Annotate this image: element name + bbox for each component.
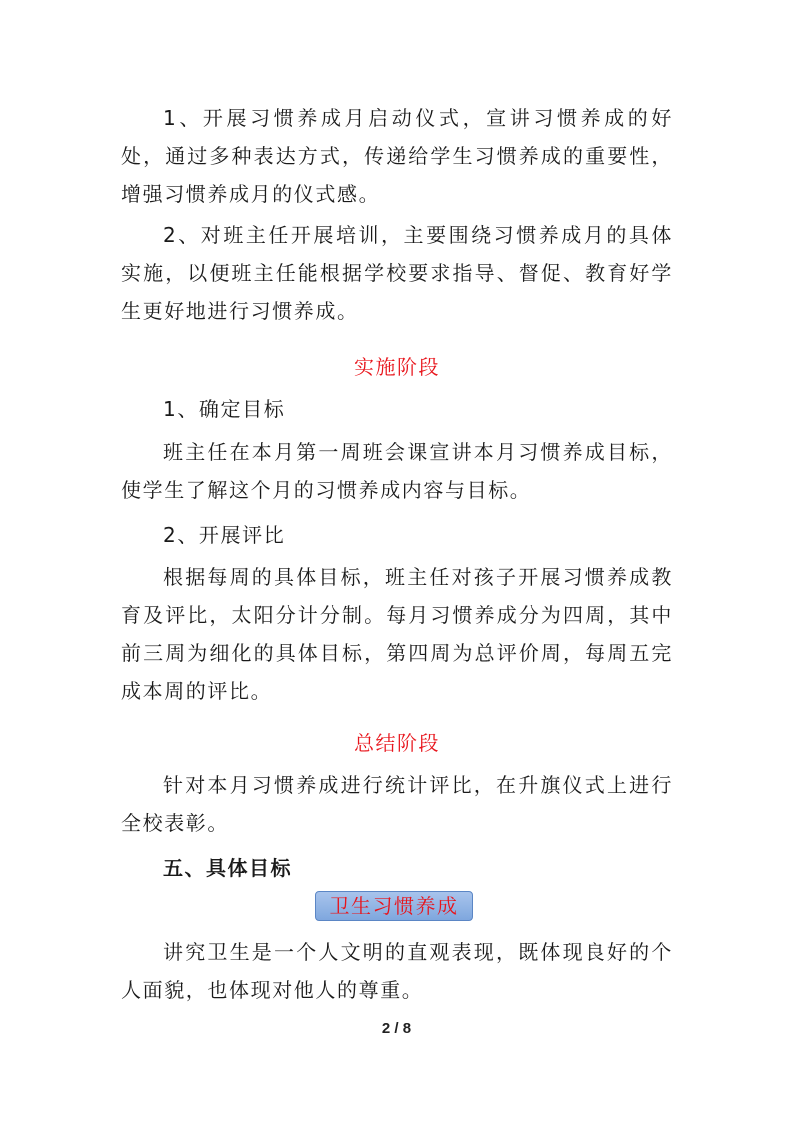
page-number: 2 / 8 (381, 1020, 412, 1037)
paragraph-goals-detail: 班主任在本月第一周班会课宣讲本月习惯养成目标，使学生了解这个月的习惯养成内容与目标。 (121, 440, 673, 502)
heading-implementation-stage: 实施阶段 (354, 355, 440, 379)
paragraph-launch-ceremony: 1、开展习惯养成月启动仪式，宣讲习惯养成的好处，通过多种表达方式，传递给学生习惯养成的重要性，增强习惯养成月的仪式感。 (121, 106, 673, 206)
badge-hygiene-habits: 卫生习惯养成 (315, 891, 473, 921)
paragraph-set-goals: 1、确定目标 (163, 397, 286, 421)
section-title-specific-goals: 五、具体目标 (163, 856, 292, 880)
paragraph-teacher-training: 2、对班主任开展培训，主要围绕习惯养成月的具体实施，以便班主任能根据学校要求指导、督促、教育好学生更好地进行习惯养成。 (121, 223, 673, 323)
heading-summary-stage: 总结阶段 (354, 731, 440, 755)
paragraph-hygiene-detail: 讲究卫生是一个人文明的直观表现，既体现良好的个人面貌，也体现对他人的尊重。 (121, 940, 673, 1002)
paragraph-evaluation-detail: 根据每周的具体目标，班主任对孩子开展习惯养成教育及评比，太阳分计分制。每月习惯养成分为四周，其中前三周为细化的具体目标，第四周为总评价周，每周五完成本周的评比。 (121, 565, 673, 703)
paragraph-summary-detail: 针对本月习惯养成进行统计评比，在升旗仪式上进行全校表彰。 (121, 773, 673, 835)
paragraph-evaluation: 2、开展评比 (163, 523, 286, 547)
